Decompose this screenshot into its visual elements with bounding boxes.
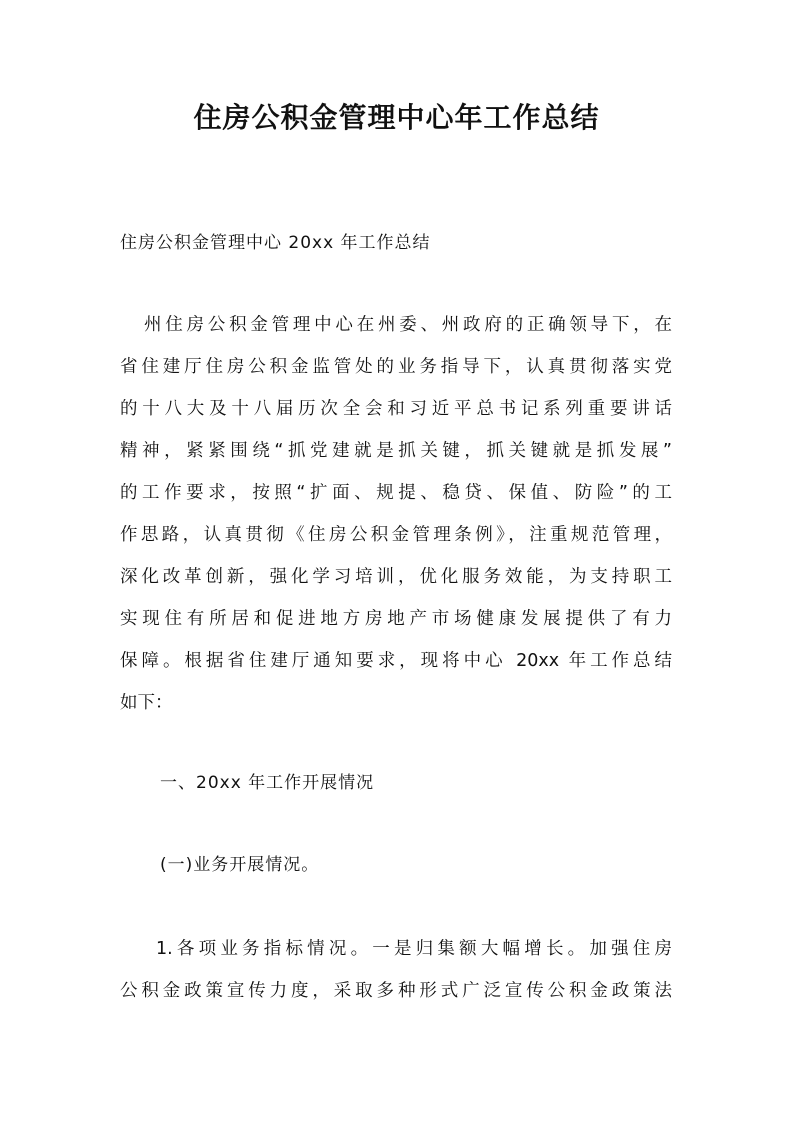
document-subtitle: 住房公积金管理中心 20xx 年工作总结 xyxy=(120,233,431,253)
document-title: 住房公积金管理中心年工作总结 xyxy=(193,101,600,134)
paragraph-line: 如下： xyxy=(120,693,173,713)
paragraph-line: 精神，紧紧围绕“抓党建就是抓关键，抓关键就是抓发展” xyxy=(120,441,672,461)
paragraph-line: 省住建厅住房公积金监管处的业务指导下，认真贯彻落实党 xyxy=(120,357,672,377)
paragraph-intro xyxy=(120,304,672,724)
paragraph-line: 的工作要求，按照“扩面、规提、稳贷、保值、防险”的工 xyxy=(120,483,672,503)
paragraph-line: 州住房公积金管理中心在州委、州政府的正确领导下，在 xyxy=(144,315,672,335)
paragraph-line: 实现住有所居和促进地方房地产市场健康发展提供了有力 xyxy=(120,609,672,629)
section-heading: 一、20xx 年工作开展情况 xyxy=(160,773,375,793)
subsection-heading: (一)业务开展情况。 xyxy=(160,855,320,875)
paragraph-line: 深化改革创新，强化学习培训，优化服务效能，为支持职工 xyxy=(120,567,672,587)
paragraph-line: 公积金政策宣传力度，采取多种形式广泛宣传公积金政策法 xyxy=(120,981,672,1001)
paragraph-line: 的十八大及十八届历次全会和习近平总书记系列重要讲话 xyxy=(120,399,672,419)
paragraph-line: 保障。根据省住建厅通知要求，现将中心 20xx 年工作总结 xyxy=(120,651,672,671)
paragraph-line: 1.各项业务指标情况。一是归集额大幅增长。加强住房 xyxy=(156,939,672,959)
paragraph-line: 作思路，认真贯彻《住房公积金管理条例》，注重规范管理， xyxy=(120,525,672,545)
paragraph-indicators xyxy=(120,928,672,1012)
